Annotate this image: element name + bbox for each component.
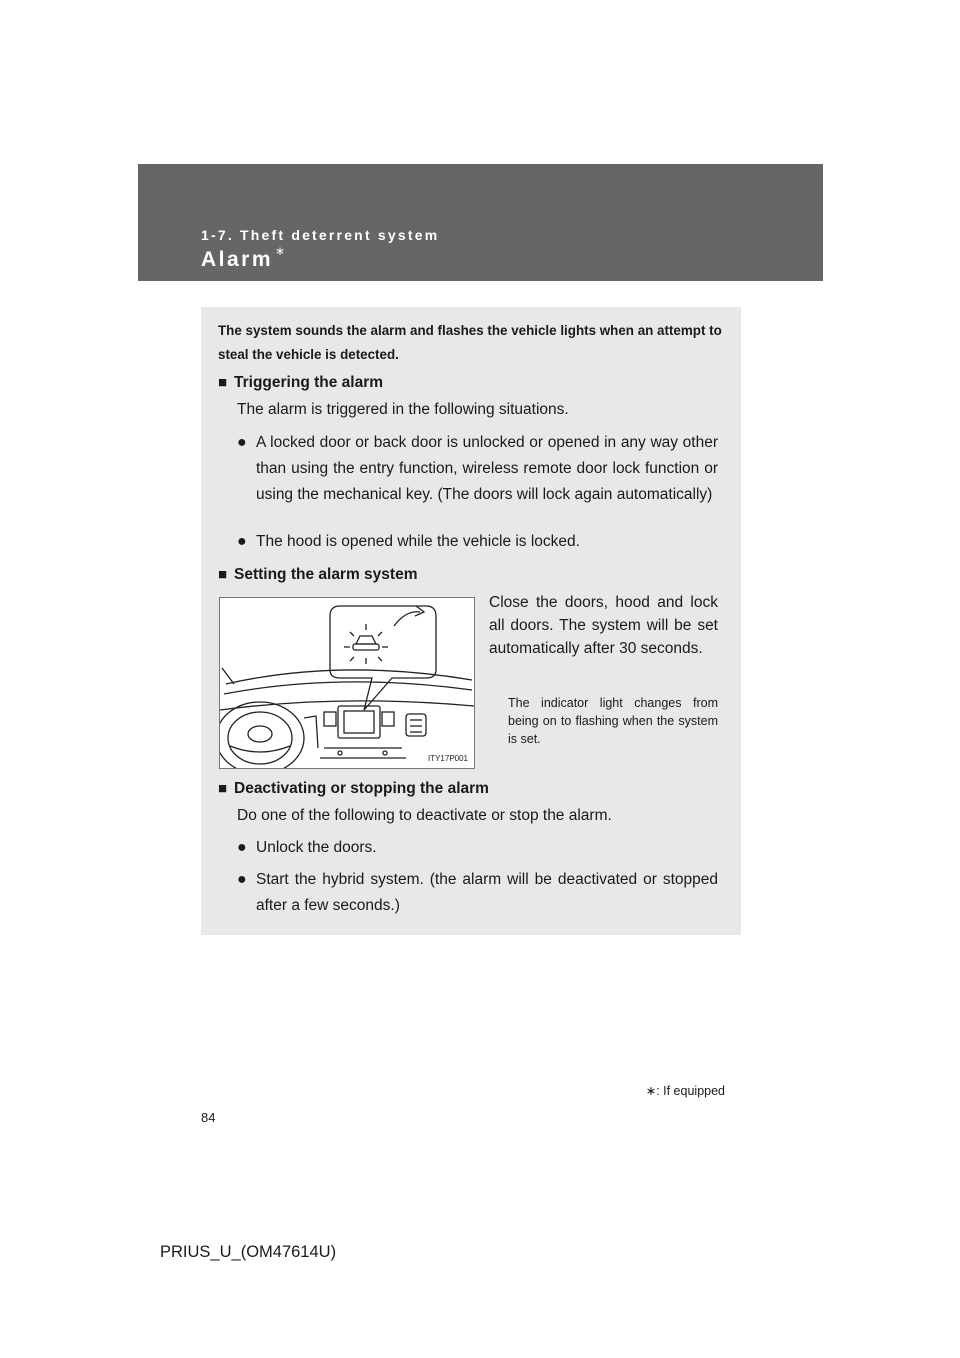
setting-note: The indicator light changes from being on to flashing when the system is set.: [508, 696, 718, 746]
heading-setting: [218, 566, 417, 584]
list-item-text: The hood is opened while the vehicle is locked.: [256, 533, 580, 550]
section-header: [138, 164, 823, 281]
bullet-dot-icon: ●: [237, 434, 247, 451]
square-bullet-icon: ■: [218, 780, 228, 797]
heading-text: Deactivating or stopping the alarm: [234, 780, 489, 797]
dashboard-illustration: [219, 597, 475, 769]
heading-text: Triggering the alarm: [234, 374, 384, 391]
square-bullet-icon: ■: [218, 566, 228, 583]
triggering-text: The alarm is triggered in the following situations.: [237, 401, 569, 418]
square-bullet-icon: ■: [218, 374, 228, 391]
intro-text: The system sounds the alarm and flashes the vehicle lights when an attempt to steal the vehicle is detected.: [218, 323, 722, 362]
list-item: [237, 529, 718, 555]
heading-text: Setting the alarm system: [234, 566, 418, 583]
page-title-text: Alarm: [201, 248, 274, 271]
list-item-text: Start the hybrid system. (the alarm will be deactivated or stopped after a few seconds.): [256, 871, 718, 914]
bullet-dot-icon: ●: [237, 533, 247, 550]
image-code: ITY17P001: [427, 754, 468, 763]
setting-text: Close the doors, hood and lock all doors. The system will be set automatically after 30 seconds.: [489, 594, 718, 657]
content-panel: [201, 307, 741, 935]
page-title: [201, 244, 286, 272]
list-item: [237, 430, 718, 508]
if-equipped-mark: ∗: [275, 244, 286, 258]
footnote: ∗: If equipped: [645, 1084, 725, 1098]
heading-deactivating: [218, 780, 489, 798]
deactivating-text: Do one of the following to deactivate or stop the alarm.: [237, 807, 612, 824]
page-number: 84: [201, 1110, 216, 1125]
list-item-text: A locked door or back door is unlocked or opened in any way other than using the entry function, wireless remote door lock function or using the mechanical key. (The doors will lock again automatically): [256, 434, 718, 503]
list-item: [237, 835, 718, 861]
list-item-text: Unlock the doors.: [256, 839, 377, 856]
section-label: 1-7. Theft deterrent system: [201, 227, 440, 243]
dashboard-drawing: [220, 598, 474, 768]
list-item: [237, 867, 718, 919]
bullet-dot-icon: ●: [237, 871, 247, 888]
document-code: PRIUS_U_(OM47614U): [160, 1243, 337, 1261]
heading-triggering: [218, 374, 383, 392]
bullet-dot-icon: ●: [237, 839, 247, 856]
